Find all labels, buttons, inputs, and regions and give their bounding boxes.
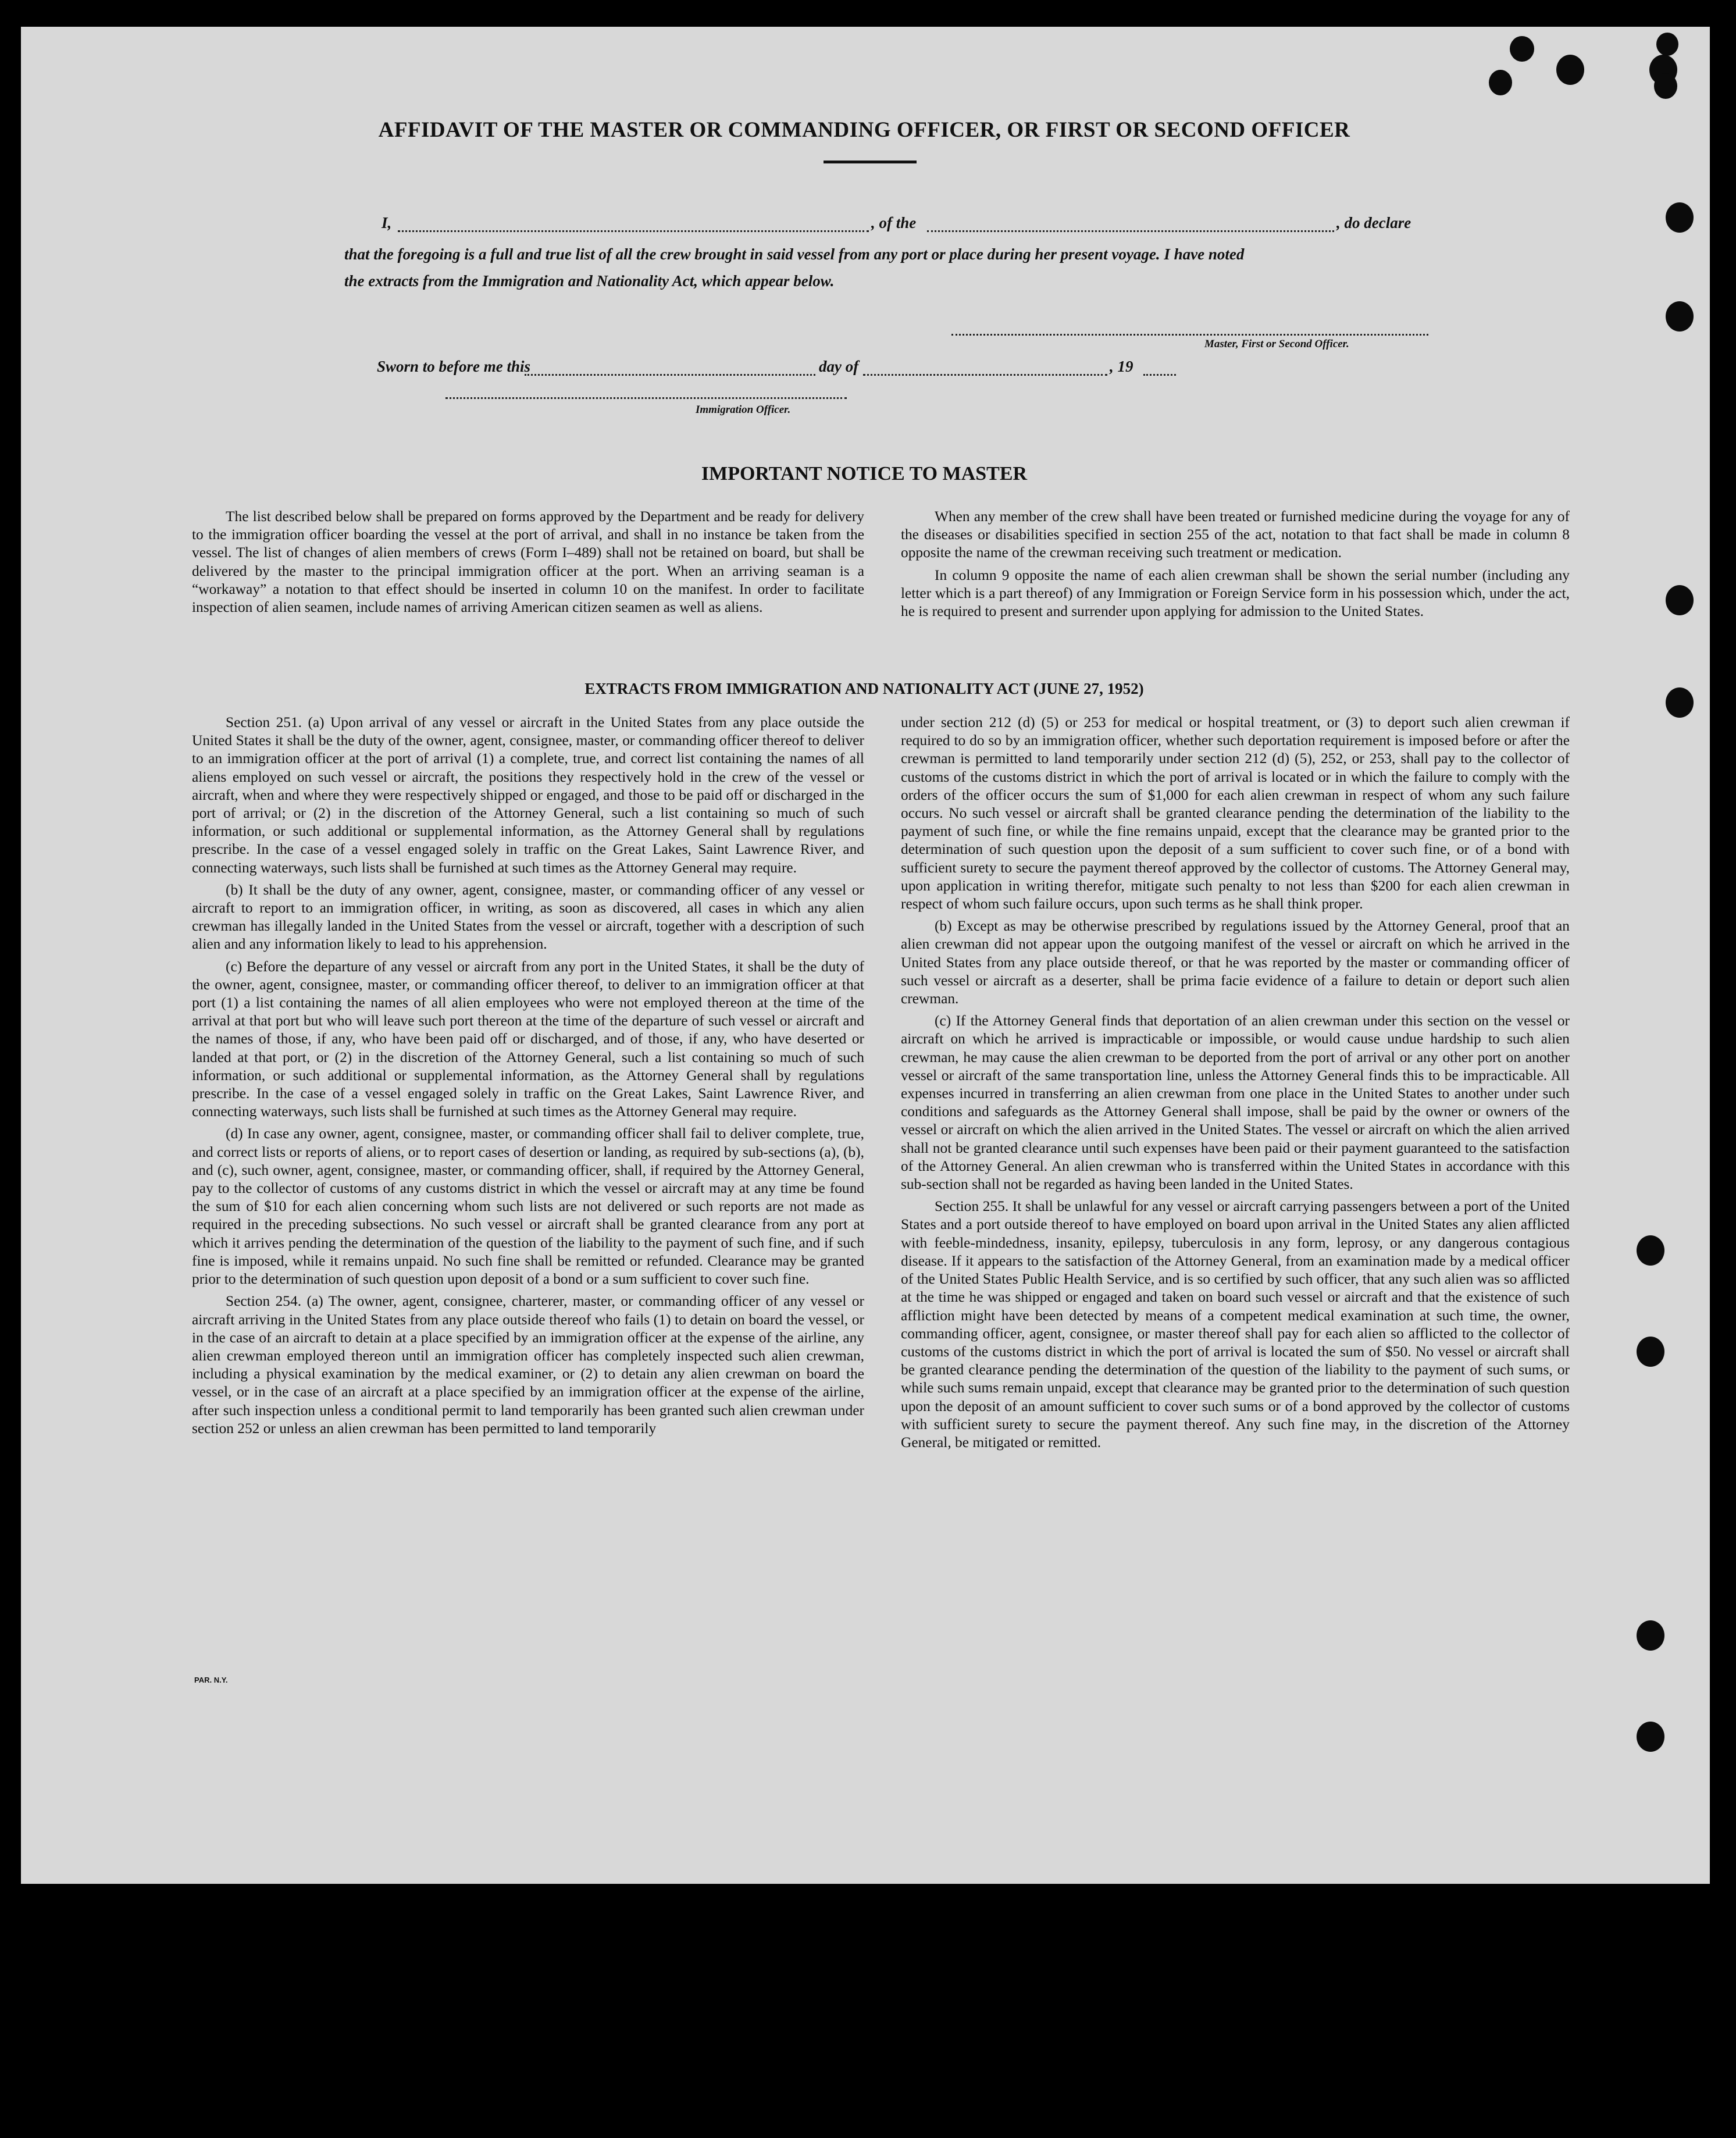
punch-hole bbox=[1489, 70, 1512, 95]
document-page bbox=[21, 27, 1710, 1884]
extract-paragraph: (b) It shall be the duty of any owner, agent, consignee, master, or commanding officer of any vessel or aircraft to report to an immigration officer, in writing, as soon as discovered, all cases in which any alien crewman has illegally landed in the United States from the vessel or aircraft, together with a description of such alien and any information likely to lead to his apprehension. bbox=[192, 881, 864, 953]
title-divider bbox=[824, 161, 917, 163]
extracts-title: EXTRACTS FROM IMMIGRATION AND NATIONALITY ACT (JUNE 27, 1952) bbox=[584, 680, 1144, 697]
year-label: , 19 bbox=[1110, 358, 1133, 375]
notice-title: IMPORTANT NOTICE TO MASTER bbox=[701, 463, 1028, 484]
punch-hole bbox=[1666, 301, 1694, 332]
printer-mark: PAR. N.Y. bbox=[194, 1676, 228, 1684]
extract-paragraph: Section 255. It shall be unlawful for any vessel or aircraft carrying passengers between a port of the United States and a port outside thereof to have employed on board upon arrival in the United States any alien afflicted with feeble-mindedness, insanity, epilepsy, tuberculosis in any form, leprosy, or any dangerous contagious disease. If it appears to the satisfaction of the Attorney General, from an examination made by a medical officer of the United States Public Health Service, and is so certified by such officer, that any such alien was so afflicted at the time he was shipped or engaged and taken on board such vessel or aircraft and that the existence of such affliction might have been detected by means of a competent medical examination at such time, the owner, commanding officer, agent, consignee, or master thereof shall pay for each alien so afflicted to the collector of customs of the customs district in which the port of arrival is located the sum of $50. No vessel or aircraft shall be granted clearance pending the determination of the question of the liability to the payment of such sums, or while such sums remain unpaid, except that clearance may be granted prior to the determination of such question upon the deposit of an amount sufficient to cover such sums or of a bond approved by the collector of customs with sufficient surety to secure the payment thereof. Any such fine may, in the discretion of the Attorney General, be mitigated or remitted. bbox=[901, 1198, 1570, 1451]
punch-hole bbox=[1637, 1337, 1664, 1367]
punch-hole bbox=[1654, 73, 1677, 99]
extract-paragraph-continued: under section 212 (d) (5) or 253 for medical or hospital treatment, or (3) to deport such alien crewman if required to do so by an immigration officer, whether such deportation requirement is imposed before or after the crewman is permitted to land temporarily under section 212 (d) (5), 252, or 253, shall pay to the collector of customs of the customs district in which the port of arrival is located or in which the failure to comply with the orders of the officer occurs the sum of $1,000 for each alien crewman in respect of whom any such failure occurs. No such vessel or aircraft shall be granted clearance pending the determination of the liability to the payment of such fine, or while the fine remains unpaid, except that the clearance may be granted prior to the determination of such question upon the deposit of a sum sufficient to cover such fine, or of a bond with sufficient surety to secure the payment thereof approved by the collector of customs. The Attorney General may, upon application in writing therefor, mitigate such penalty to not less than $200 for each alien crewman in respect of whom such failure occurs, upon such terms as he shall think proper. bbox=[901, 714, 1570, 913]
punch-hole bbox=[1510, 36, 1534, 62]
notice-paragraph: The list described below shall be prepared on forms approved by the Department and be ready for delivery to the immigration officer boarding the vessel at the port of arrival, and shall in no instance be taken from the vessel. The list of changes of alien members of crews (Form I–489) shall not be retained on board, but shall be delivered by the master to the principal immigration officer at the port. When an arriving seaman is a “workaway” a notation to that effect should be inserted in column 10 on the manifest. In order to facilitate inspection of alien seamen, include names of arriving American citizen seamen as well as aliens. bbox=[192, 508, 864, 616]
punch-hole bbox=[1666, 585, 1694, 615]
punch-hole bbox=[1637, 1620, 1664, 1651]
of-the-label: , of the bbox=[871, 214, 917, 231]
sworn-month-field[interactable] bbox=[863, 374, 1107, 376]
extract-paragraph: (d) In case any owner, agent, consignee, master, or commanding officer shall fail to deliver complete, true, and correct lists or reports of aliens, or to report cases of desertion or landing, as required by sub-sections (a), (b), and (c), such owner, agent, consignee, master, or commanding officer, shall, if required by the Attorney General, pay to the collector of customs of any customs district in which the vessel or aircraft may at any time be found the sum of $10 for each alien concerning whom such lists are not delivered or such reports are not made as required in the preceding subsections. No such vessel or aircraft shall be granted clearance from any port at which it arrives pending the determination of the question of the liability to the payment of such fine, and if such fine is imposed, while it remains unpaid. No such fine shall be remitted or refunded. Clearance may be granted prior to the determination of such question upon deposit of a bond or a sum sufficient to cover such fine. bbox=[192, 1125, 864, 1288]
punch-hole bbox=[1637, 1722, 1664, 1752]
master-signature-field[interactable] bbox=[951, 334, 1428, 336]
declare-label: , do declare bbox=[1336, 214, 1411, 231]
immigration-officer-caption: Immigration Officer. bbox=[696, 404, 791, 416]
notice-left-column bbox=[192, 508, 864, 617]
affidavit-statement-line: that the foregoing is a full and true list of all the crew brought in said vessel from any port or place during her present voyage. I have noted bbox=[344, 245, 1245, 263]
extracts-right-column bbox=[901, 714, 1570, 1452]
extracts-left-column bbox=[192, 714, 864, 1438]
notice-right-column bbox=[901, 508, 1570, 621]
sworn-label: Sworn to before me this bbox=[377, 358, 531, 375]
extract-paragraph: Section 251. (a) Upon arrival of any vessel or aircraft in the United States from any place outside the United States it shall be the duty of the owner, agent, consignee, master, or commanding officer thereof to deliver to an immigration officer at the port of arrival (1) a complete, true, and correct list containing the names of all aliens employed on such vessel or aircraft, the positions they respectively hold in the crew of the vessel or aircraft, when and where they were respectively shipped or engaged, and those to be paid off or discharged in the port of arrival; or (2) in the discretion of the Attorney General, such a list containing so much of such information, or such additional or supplemental information, as the Attorney General shall by regulations prescribe. In the case of a vessel engaged solely in traffic on the Great Lakes, Saint Lawrence River, and connecting waterways, such lists shall be furnished at such times as the Attorney General may require. bbox=[192, 714, 864, 876]
notice-paragraph: In column 9 opposite the name of each alien crewman shall be shown the serial number (including any letter which is a part thereof) of any Immigration or Foreign Service form in his possession which, under the act, he is required to present and surrender upon applying for admission to the United States. bbox=[901, 566, 1570, 620]
punch-hole bbox=[1666, 202, 1694, 233]
affiant-name-field[interactable] bbox=[398, 230, 869, 232]
affidavit-statement-line: the extracts from the Immigration and Nationality Act, which appear below. bbox=[344, 272, 835, 290]
affidavit-title: AFFIDAVIT OF THE MASTER OR COMMANDING OFFICER, OR FIRST OR SECOND OFFICER bbox=[378, 118, 1350, 142]
punch-hole bbox=[1656, 33, 1678, 56]
punch-hole bbox=[1556, 55, 1584, 85]
vessel-name-field[interactable] bbox=[927, 230, 1334, 232]
extract-paragraph: (b) Except as may be otherwise prescribed by regulations issued by the Attorney General, proof that an alien crewman did not appear upon the outgoing manifest of the vessel or aircraft on which he arrived in the United States from any place outside thereof, or that he was reported by the master or commanding officer of such vessel or aircraft as a deserter, shall be prima facie evidence of a failure to detain or deport such alien crewman. bbox=[901, 918, 1570, 1007]
extract-paragraph: Section 254. (a) The owner, agent, consignee, charterer, master, or commanding officer of any vessel or aircraft arriving in the United States from any place outside thereof who fails (1) to detain on board the vessel, or in the case of an aircraft to detain at a place specified by an immigration officer at the expense of the airline, any alien crewman employed thereon until an immigration officer has completely inspected such alien crewman, including a physical examination by the medical examiner, or (2) to detain any alien crewman on board the vessel, or in the case of an aircraft at a place specified by an immigration officer at the expense of the airline, after such inspection unless a conditional permit to land temporarily has been granted such alien crewman under section 252 or unless an alien crewman has been permitted to land temporarily bbox=[192, 1293, 864, 1437]
sworn-year-field[interactable] bbox=[1143, 374, 1176, 376]
extract-paragraph: (c) If the Attorney General finds that deportation of an alien crewman under this section on the vessel or aircraft on which he arrived is impracticable or impossible, or would cause undue hardship to such alien crewman, he may cause the alien crewman to be deported from the port of arrival or any other port on another vessel or aircraft of the same transportation line, unless the Attorney General finds this to be impracticable. All expenses incurred in transferring an alien crewman from one place in the United States to another under such conditions and safeguards as the Attorney General shall impose, shall be paid by the owner or owners of the vessel or aircraft on which the alien arrived in the United States. The vessel or aircraft on which the alien arrived shall not be granted clearance until such expenses have been paid or their payment guaranteed to the satisfaction of the Attorney General. An alien crewman who is transferred within the United States in accordance with this sub-section shall not be regarded as having been landed in the United States. bbox=[901, 1013, 1570, 1193]
immigration-officer-signature-field[interactable] bbox=[445, 397, 847, 399]
day-of-label: day of bbox=[819, 358, 859, 375]
affiant-label: I, bbox=[382, 214, 392, 231]
sworn-day-field[interactable] bbox=[525, 374, 815, 376]
signature-caption: Master, First or Second Officer. bbox=[1204, 338, 1349, 350]
punch-hole bbox=[1637, 1235, 1664, 1266]
notice-paragraph: When any member of the crew shall have been treated or furnished medicine during the voyage for any of the diseases or disabilities specified in section 255 of the act, notation to that fact shall be made in column 8 opposite the name of the crewman receiving such treatment or medication. bbox=[901, 508, 1570, 561]
extract-paragraph: (c) Before the departure of any vessel or aircraft from any port in the United States, it shall be the duty of the owner, agent, consignee, master, or commanding officer thereof, to deliver to an immigration officer at that port (1) a list containing the names of all alien employees who were not employed thereon at the time of the arrival at that port but who will leave such port thereon at the time of the departure of such vessel or aircraft and the names of those, if any, who have been paid off or discharged, and of those, if any, who have deserted or landed at that port, or (2) in the discretion of the Attorney General, such a list containing so much of such information, or such additional or supplemental information, as the Attorney General shall by regulations prescribe. In the case of a vessel engaged solely in traffic on the Great Lakes, Saint Lawrence River, and connecting waterways, such lists shall be furnished at such times as the Attorney General may require. bbox=[192, 958, 864, 1120]
